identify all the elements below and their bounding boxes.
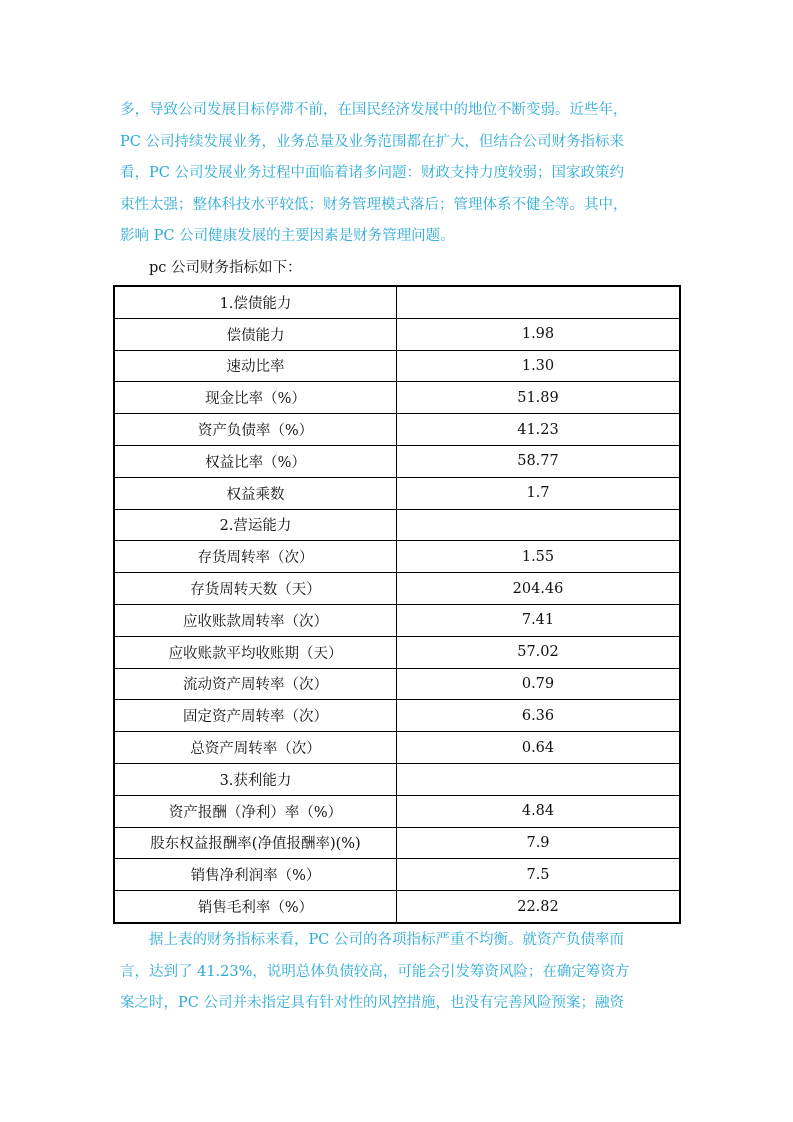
indicator-name: 速动比率: [114, 350, 397, 382]
indicator-name: 3.获利能力: [114, 763, 397, 795]
table-row: [114, 604, 680, 636]
table-row: [114, 573, 680, 605]
table-row: [114, 859, 680, 891]
paragraph-bottom: [120, 925, 680, 1020]
table-row: [114, 286, 680, 318]
indicator-name: 权益乘数: [114, 477, 397, 509]
indicator-value: 204.46: [397, 573, 681, 605]
paragraph-line: PC 公司持续发展业务，业务总量及业务范围都在扩大，但结合公司财务指标来: [120, 133, 624, 150]
indicator-value: 41.23: [397, 414, 681, 446]
indicator-value: 4.84: [397, 795, 681, 827]
indicator-name: 存货周转率（次）: [114, 541, 397, 573]
paragraph-line: 看，PC 公司发展业务过程中面临着诸多问题：财政支持力度较弱；国家政策约: [120, 165, 624, 182]
table-row: [114, 795, 680, 827]
indicator-name: 权益比率（%）: [114, 445, 397, 477]
paragraph-line: 影响 PC 公司健康发展的主要因素是财务管理问题。: [120, 228, 455, 245]
financial-indicators-table: [113, 285, 681, 924]
indicator-value: 7.9: [397, 827, 681, 859]
indicator-value: 0.79: [397, 668, 681, 700]
indicator-name: 现金比率（%）: [114, 382, 397, 414]
indicator-value: 1.7: [397, 477, 681, 509]
indicator-value: [397, 509, 681, 541]
table-row: [114, 445, 680, 477]
indicator-name: 流动资产周转率（次）: [114, 668, 397, 700]
table-row: [114, 350, 680, 382]
indicator-name: 2.营运能力: [114, 509, 397, 541]
indicator-value: 1.98: [397, 318, 681, 350]
indicator-value: 22.82: [397, 891, 681, 923]
paragraph-top: [120, 95, 680, 253]
table-row: [114, 763, 680, 795]
indicator-name: 股东权益报酬率(净值报酬率)(%): [114, 827, 397, 859]
indicator-name: 资产负债率（%）: [114, 414, 397, 446]
indicator-value: 57.02: [397, 636, 681, 668]
table-row: [114, 891, 680, 923]
table-row: [114, 700, 680, 732]
paragraph-line: 案之时，PC 公司并未指定具有针对性的风控措施，也没有完善风险预案；融资: [120, 995, 624, 1012]
table-row: [114, 509, 680, 541]
indicator-value: 1.55: [397, 541, 681, 573]
indicator-value: 6.36: [397, 700, 681, 732]
indicator-name: 总资产周转率（次）: [114, 732, 397, 764]
indicator-value: 7.5: [397, 859, 681, 891]
indicator-value: 58.77: [397, 445, 681, 477]
table-row: [114, 827, 680, 859]
table-row: [114, 732, 680, 764]
indicator-value: [397, 286, 681, 318]
table-row: [114, 668, 680, 700]
paragraph-line: 多，导致公司发展目标停滞不前，在国民经济发展中的地位不断变弱。近些年，: [120, 102, 628, 118]
table-row: [114, 477, 680, 509]
indicator-name: 存货周转天数（天）: [114, 573, 397, 605]
table-row: [114, 382, 680, 414]
indicator-value: 0.64: [397, 732, 681, 764]
paragraph-line: 言，达到了 41.23%，说明总体负债较高，可能会引发筹资风险；在确定筹资方: [120, 963, 630, 980]
table-intro: pc 公司财务指标如下：: [149, 260, 302, 276]
indicator-name: 应收账款周转率（次）: [114, 604, 397, 636]
indicator-name: 偿债能力: [114, 318, 397, 350]
indicator-name: 资产报酬（净利）率（%）: [114, 795, 397, 827]
indicator-name: 固定资产周转率（次）: [114, 700, 397, 732]
paragraph-line: 据上表的财务指标来看，PC 公司的各项指标严重不均衡。就资产负债率而: [120, 932, 624, 948]
indicator-name: 应收账款平均收账期（天）: [114, 636, 397, 668]
table-row: [114, 636, 680, 668]
table-row: [114, 318, 680, 350]
indicator-value: 1.30: [397, 350, 681, 382]
indicator-value: 51.89: [397, 382, 681, 414]
paragraph-line: 束性太强；整体科技水平较低；财务管理模式落后；管理体系不健全等。其中，: [120, 196, 628, 213]
table-row: [114, 414, 680, 446]
table-row: [114, 541, 680, 573]
indicator-name: 销售净利润率（%）: [114, 859, 397, 891]
indicator-name: 销售毛利率（%）: [114, 891, 397, 923]
indicator-name: 1.偿债能力: [114, 286, 397, 318]
indicator-value: 7.41: [397, 604, 681, 636]
indicator-value: [397, 763, 681, 795]
